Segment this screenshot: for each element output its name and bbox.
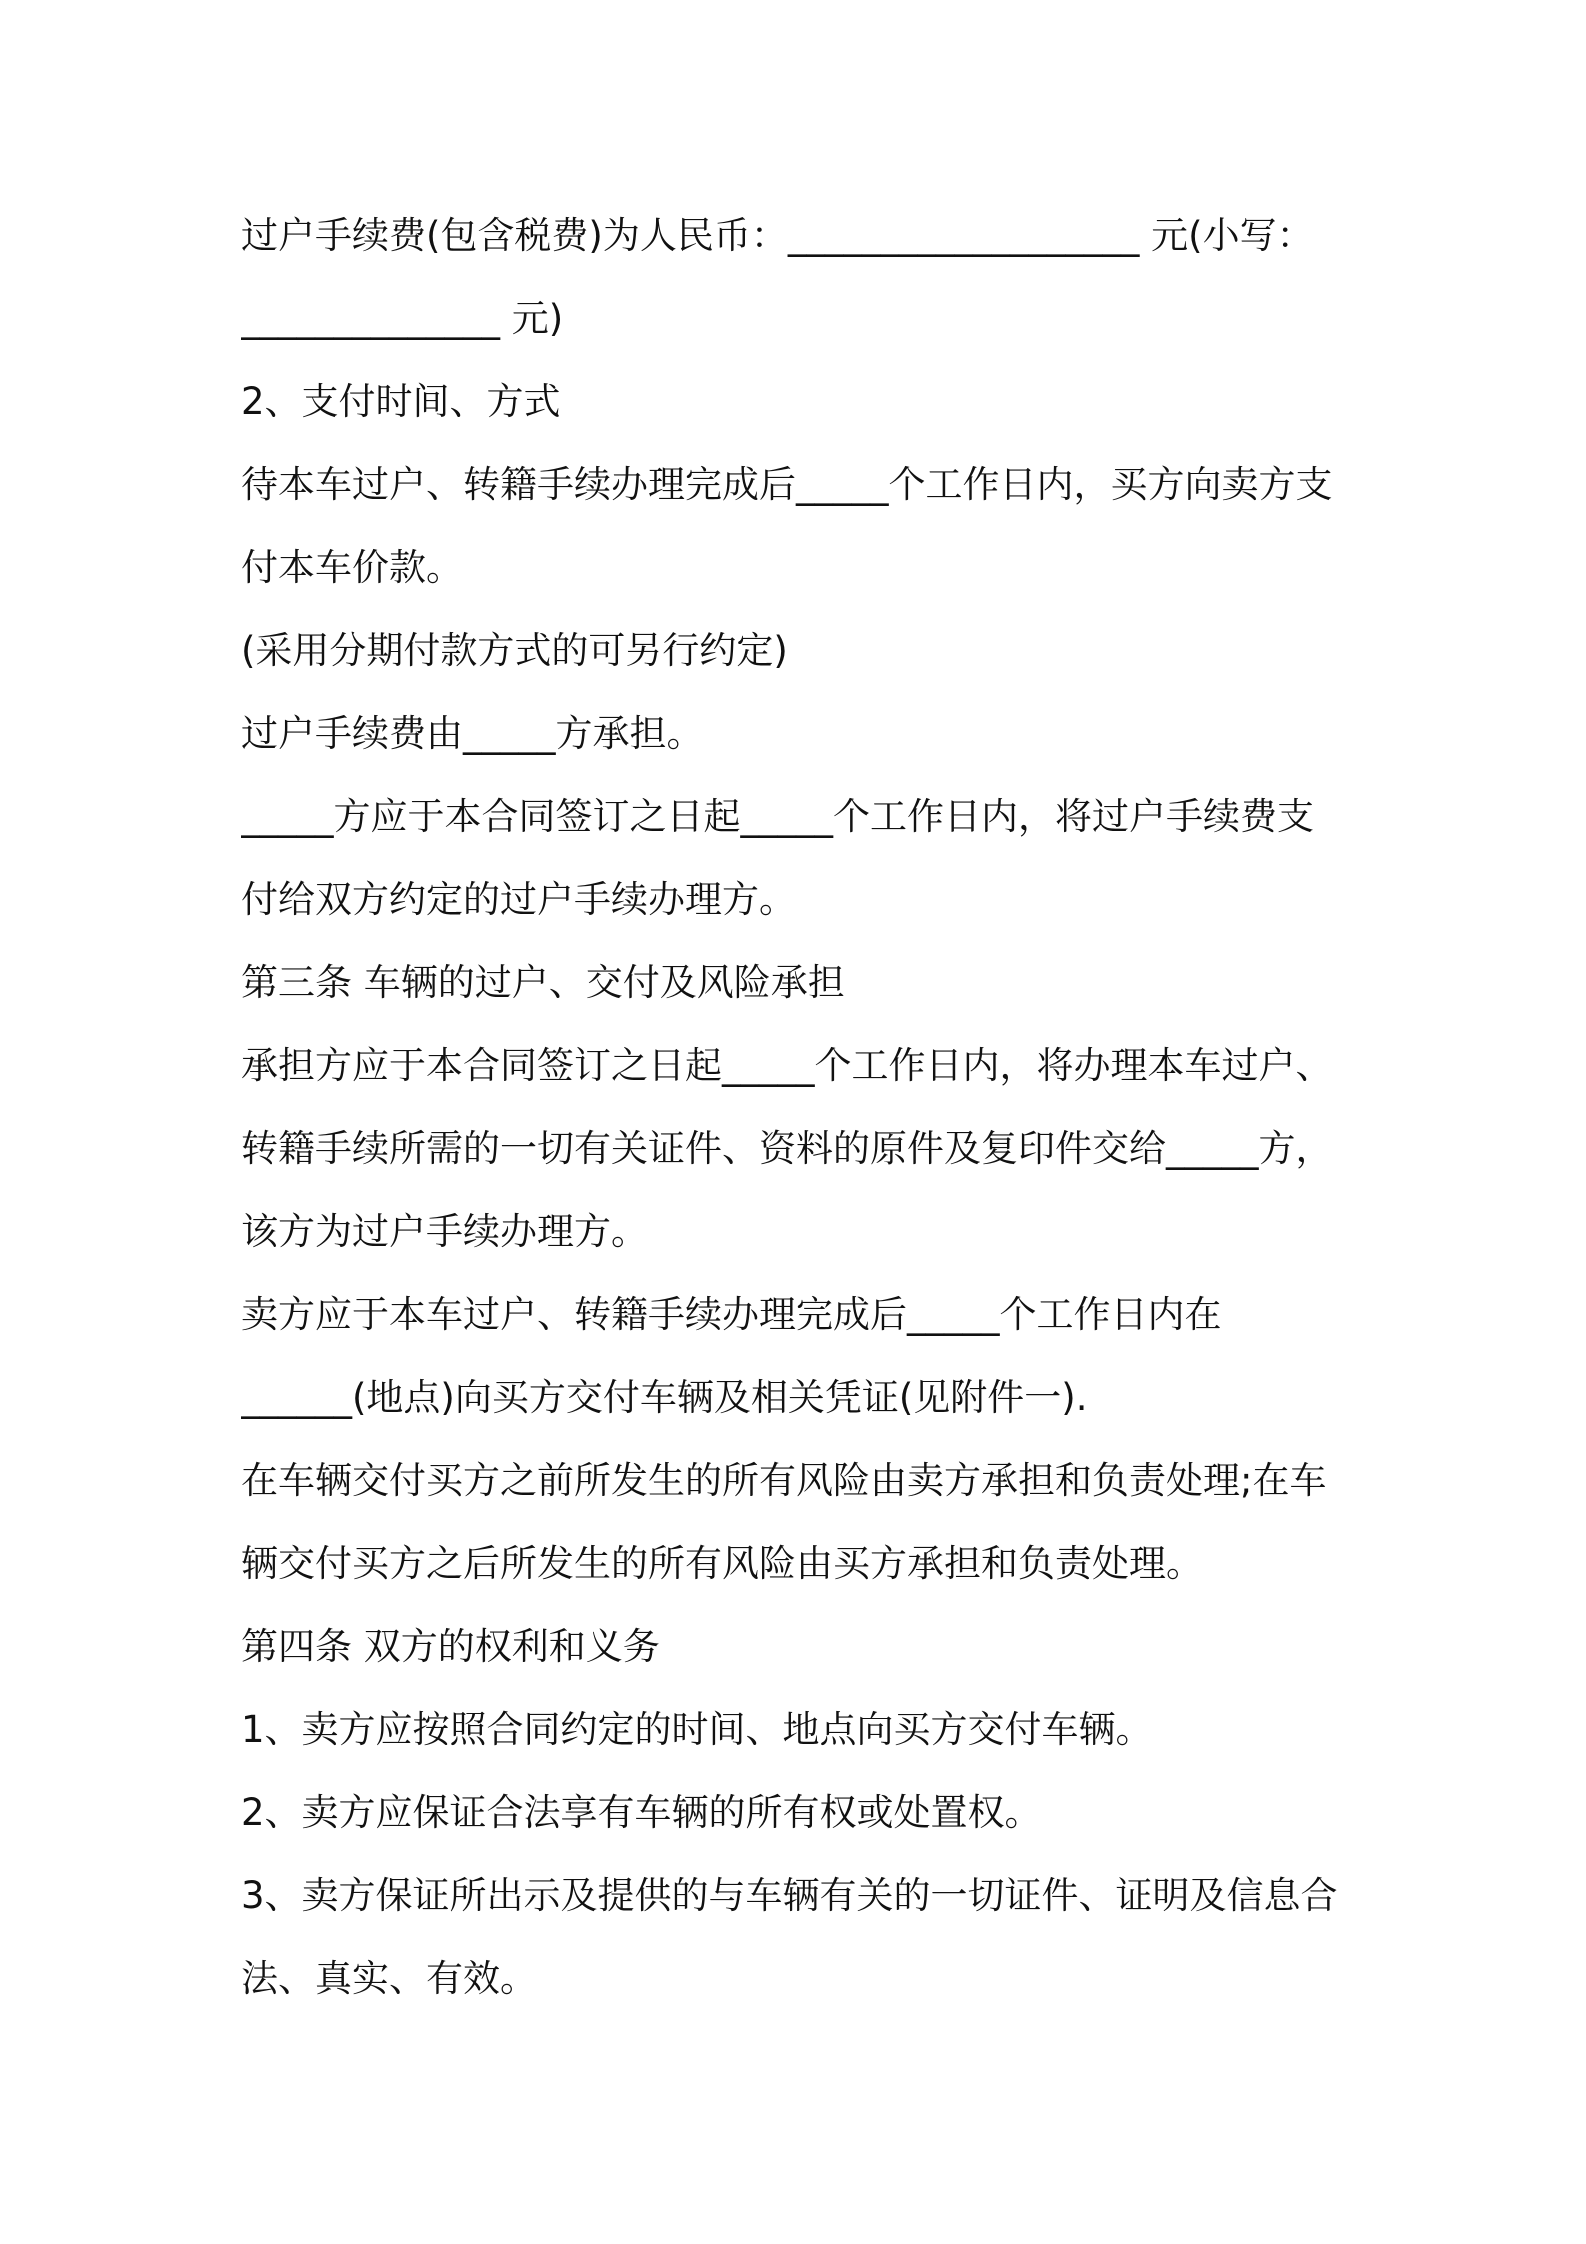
text-line-documents-delivery: 承担方应于本合同签订之日起_____个工作日内，将办理本车过户、 [241, 1044, 1333, 1087]
text-line-installment-note: (采用分期付款方式的可另行约定) [241, 629, 788, 672]
text-line-obligation-3: 3、卖方保证所出示及提供的与车辆有关的一切证件、证明及信息合 [241, 1874, 1338, 1917]
text-line-payment-after-transfer-cont: 付本车价款。 [241, 546, 463, 589]
text-line-obligation-2: 2、卖方应保证合法享有车辆的所有权或处置权。 [241, 1791, 1042, 1834]
text-line-transfer-handler: 该方为过户手续办理方。 [241, 1210, 648, 1253]
text-line-fee-amount-lowercase: ______________ 元) [241, 297, 564, 340]
text-line-fee-amount: 过户手续费(包含税费)为人民币：___________________ 元(小写： [241, 214, 1314, 257]
text-line-obligation-3-cont: 法、真实、有效。 [241, 1957, 537, 2000]
text-line-fee-bearer: 过户手续费由_____方承担。 [241, 712, 704, 755]
text-line-fee-payment-deadline: _____方应于本合同签订之日起_____个工作日内，将过户手续费支 [241, 795, 1314, 838]
article-heading-4: 第四条 双方的权利和义务 [241, 1625, 660, 1668]
contract-text [241, 194, 1357, 2020]
text-line-payment-after-transfer: 待本车过户、转籍手续办理完成后_____个工作日内，买方向卖方支 [241, 463, 1333, 506]
section-heading-payment-time-method: 2、支付时间、方式 [241, 380, 561, 423]
text-line-fee-payment-deadline-cont: 付给双方约定的过户手续办理方。 [241, 878, 796, 921]
text-line-obligation-1: 1、卖方应按照合同约定的时间、地点向买方交付车辆。 [241, 1708, 1153, 1751]
text-line-risk-after-delivery: 辆交付买方之后所发生的所有风险由买方承担和负责处理。 [241, 1542, 1203, 1585]
text-line-vehicle-delivery: 卖方应于本车过户、转籍手续办理完成后_____个工作日内在 [241, 1293, 1222, 1336]
text-line-risk-before-delivery: 在车辆交付买方之前所发生的所有风险由卖方承担和负责处理;在车 [241, 1459, 1327, 1502]
text-line-documents-delivery-cont: 转籍手续所需的一切有关证件、资料的原件及复印件交给_____方， [241, 1127, 1333, 1170]
text-line-vehicle-delivery-place: ______(地点)向买方交付车辆及相关凭证(见附件一). [241, 1376, 1088, 1419]
article-heading-3: 第三条 车辆的过户、交付及风险承担 [241, 961, 845, 1004]
